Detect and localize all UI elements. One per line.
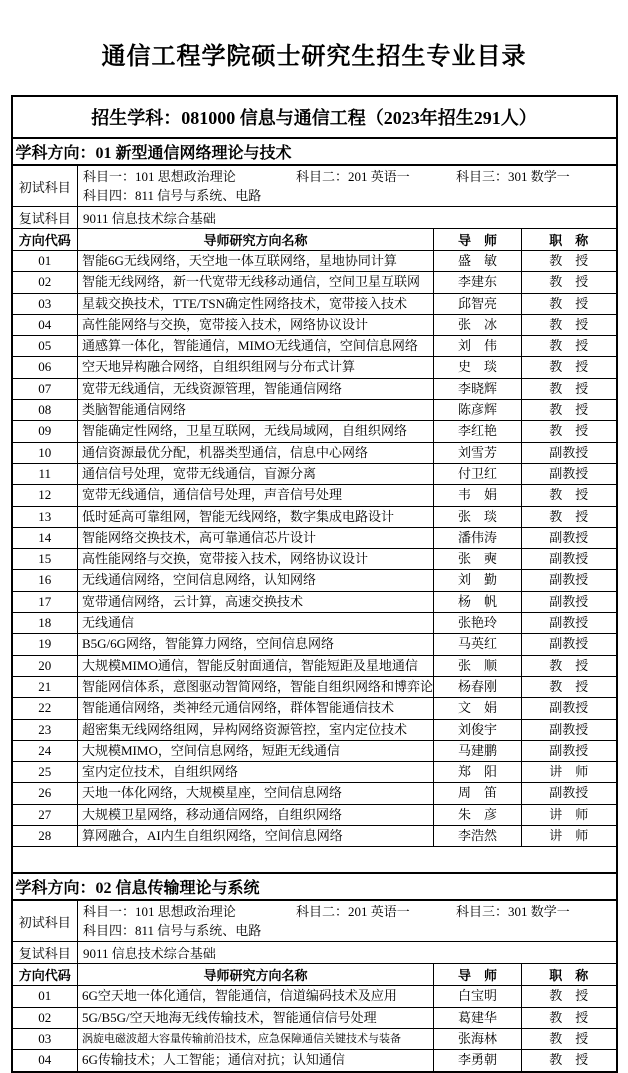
col-header-direction: 导师研究方向名称	[78, 229, 434, 251]
row-research-direction: 星载交换技术，TTE/TSN确定性网络技术，宽带接入技术	[78, 293, 434, 314]
table-row	[12, 740, 617, 761]
row-supervisor: 张 顺	[434, 655, 522, 676]
row-supervisor: 史 琰	[434, 357, 522, 378]
row-professional-title: 教 授	[522, 251, 617, 272]
row-professional-title: 副教授	[522, 591, 617, 612]
table-row	[12, 826, 617, 847]
row-research-direction: 6G空天地一体化通信，智能通信，信道编码技术及应用	[78, 986, 434, 1007]
column-header-row	[12, 964, 617, 986]
row-direction-code: 13	[12, 506, 78, 527]
table-row	[12, 485, 617, 506]
row-professional-title: 讲 师	[522, 804, 617, 825]
row-professional-title: 副教授	[522, 442, 617, 463]
row-research-direction: 通感算一体化，智能通信，MIMO无线通信，空间信息网络	[78, 336, 434, 357]
exam-subject: 科目四：811 信号与系统、电路	[83, 188, 262, 203]
row-professional-title: 教 授	[522, 485, 617, 506]
row-professional-title: 教 授	[522, 1007, 617, 1028]
initial-exam-label: 初试科目	[12, 165, 78, 207]
row-direction-code: 19	[12, 634, 78, 655]
row-supervisor: 李勇朝	[434, 1050, 522, 1072]
row-professional-title: 讲 师	[522, 762, 617, 783]
exam-subject: 科目一：101 思想政治理论	[83, 904, 236, 920]
row-professional-title: 副教授	[522, 613, 617, 634]
row-direction-code: 01	[12, 251, 78, 272]
row-direction-code: 17	[12, 591, 78, 612]
retest-exam-row	[12, 942, 617, 964]
row-supervisor: 盛 敏	[434, 251, 522, 272]
row-professional-title: 副教授	[522, 719, 617, 740]
row-professional-title: 教 授	[522, 378, 617, 399]
row-research-direction: 智能6G无线网络，天空地一体互联网络，星地协同计算	[78, 251, 434, 272]
row-direction-code: 25	[12, 762, 78, 783]
row-supervisor: 周 笛	[434, 783, 522, 804]
table-row	[12, 1007, 617, 1028]
row-professional-title: 教 授	[522, 986, 617, 1007]
col-header-code: 方向代码	[12, 964, 78, 986]
initial-exam-row	[12, 900, 617, 942]
row-professional-title: 教 授	[522, 1050, 617, 1072]
row-direction-code: 21	[12, 676, 78, 697]
exam-subjects-line2	[83, 186, 611, 205]
row-supervisor: 杨春刚	[434, 676, 522, 697]
row-research-direction: 室内定位技术，自组织网络	[78, 762, 434, 783]
row-direction-code: 22	[12, 698, 78, 719]
section-heading-row	[12, 138, 617, 165]
row-research-direction: 宽带无线通信，无线资源管理，智能通信网络	[78, 378, 434, 399]
row-research-direction: 高性能网络与交换，宽带接入技术，网络协议设计	[78, 314, 434, 335]
row-direction-code: 04	[12, 314, 78, 335]
row-research-direction: 空天地异构融合网络，自组织组网与分布式计算	[78, 357, 434, 378]
row-research-direction: 智能网信体系，意图驱动智简网络，智能自组织网络和博弈论	[78, 676, 434, 697]
row-professional-title: 教 授	[522, 293, 617, 314]
row-professional-title: 讲 师	[522, 826, 617, 847]
row-research-direction: 低时延高可靠组网，智能无线网络，数字集成电路设计	[78, 506, 434, 527]
admission-header-row	[12, 96, 617, 138]
row-supervisor: 韦 娟	[434, 485, 522, 506]
table-row	[12, 272, 617, 293]
admission-catalog-table	[11, 95, 618, 1073]
row-professional-title: 教 授	[522, 400, 617, 421]
row-supervisor: 刘 伟	[434, 336, 522, 357]
row-direction-code: 10	[12, 442, 78, 463]
row-supervisor: 刘雪芳	[434, 442, 522, 463]
row-supervisor: 马英红	[434, 634, 522, 655]
table-row	[12, 719, 617, 740]
row-professional-title: 教 授	[522, 272, 617, 293]
row-research-direction: 算网融合，AI内生自组织网络，空间信息网络	[78, 826, 434, 847]
row-professional-title: 副教授	[522, 463, 617, 484]
exam-subjects-line2	[83, 921, 611, 940]
retest-exam-label: 复试科目	[12, 207, 78, 229]
row-professional-title: 教 授	[522, 1028, 617, 1049]
row-supervisor: 张海林	[434, 1028, 522, 1049]
row-research-direction: 通信资源最优分配，机器类型通信，信息中心网络	[78, 442, 434, 463]
table-row	[12, 1050, 617, 1072]
admission-header: 招生学科：081000 信息与通信工程（2023年招生291人）	[12, 96, 617, 138]
table-row	[12, 634, 617, 655]
row-research-direction: 高性能网络与交换，宽带接入技术，网络协议设计	[78, 549, 434, 570]
table-row	[12, 762, 617, 783]
row-professional-title: 副教授	[522, 570, 617, 591]
table-row	[12, 463, 617, 484]
section-spacer	[12, 847, 617, 874]
table-row	[12, 804, 617, 825]
exam-subject: 科目三：301 数学一	[456, 904, 570, 920]
row-direction-code: 03	[12, 293, 78, 314]
row-supervisor: 陈彦辉	[434, 400, 522, 421]
row-supervisor: 李浩然	[434, 826, 522, 847]
section-spacer-row	[12, 847, 617, 874]
col-header-supervisor: 导 师	[434, 229, 522, 251]
row-research-direction: 通信信号处理，宽带无线通信，盲源分离	[78, 463, 434, 484]
row-direction-code: 20	[12, 655, 78, 676]
exam-subject: 科目二：201 英语一	[296, 904, 410, 920]
exam-subject: 科目二：201 英语一	[296, 169, 410, 184]
table-row	[12, 698, 617, 719]
row-supervisor: 朱 彦	[434, 804, 522, 825]
row-direction-code: 04	[12, 1050, 78, 1072]
row-direction-code: 09	[12, 421, 78, 442]
retest-exam-value: 9011 信息技术综合基础	[78, 207, 617, 229]
row-research-direction: 宽带通信网络，云计算，高速交换技术	[78, 591, 434, 612]
row-supervisor: 刘 勤	[434, 570, 522, 591]
initial-exam-subjects	[78, 165, 617, 207]
row-direction-code: 16	[12, 570, 78, 591]
row-research-direction: 智能确定性网络，卫星互联网，无线局域网，自组织网络	[78, 421, 434, 442]
row-direction-code: 15	[12, 549, 78, 570]
table-row	[12, 378, 617, 399]
row-supervisor: 刘俊宇	[434, 719, 522, 740]
table-row	[12, 251, 617, 272]
row-professional-title: 教 授	[522, 421, 617, 442]
section-heading: 学科方向：01 新型通信网络理论与技术	[12, 138, 617, 165]
col-header-supervisor: 导 师	[434, 964, 522, 986]
row-supervisor: 张 琰	[434, 506, 522, 527]
table-row	[12, 783, 617, 804]
row-supervisor: 张 冰	[434, 314, 522, 335]
row-direction-code: 27	[12, 804, 78, 825]
row-direction-code: 06	[12, 357, 78, 378]
row-research-direction: 无线通信网络，空间信息网络，认知网络	[78, 570, 434, 591]
initial-exam-row	[12, 165, 617, 207]
row-professional-title: 副教授	[522, 698, 617, 719]
row-direction-code: 26	[12, 783, 78, 804]
row-professional-title: 副教授	[522, 783, 617, 804]
row-research-direction: 超密集无线网络组网，异构网络资源管控，室内定位技术	[78, 719, 434, 740]
exam-subject: 科目一：101 思想政治理论	[83, 169, 236, 184]
row-research-direction: 天地一体化网络，大规模星座，空间信息网络	[78, 783, 434, 804]
row-supervisor: 张 奭	[434, 549, 522, 570]
row-direction-code: 28	[12, 826, 78, 847]
retest-exam-value: 9011 信息技术综合基础	[78, 942, 617, 964]
initial-exam-subjects	[78, 900, 617, 942]
row-supervisor: 杨 帆	[434, 591, 522, 612]
row-supervisor: 马建鹏	[434, 740, 522, 761]
row-supervisor: 潘伟涛	[434, 527, 522, 548]
initial-exam-label: 初试科目	[12, 900, 78, 942]
row-direction-code: 23	[12, 719, 78, 740]
row-direction-code: 01	[12, 986, 78, 1007]
row-supervisor: 文 娟	[434, 698, 522, 719]
row-research-direction: 涡旋电磁波超大容量传输前沿技术，应急保障通信关键技术与装备	[78, 1028, 434, 1049]
row-research-direction: 智能无线网络，新一代宽带无线移动通信，空间卫星互联网	[78, 272, 434, 293]
table-row	[12, 293, 617, 314]
table-row	[12, 676, 617, 697]
row-supervisor: 李红艳	[434, 421, 522, 442]
row-research-direction: 5G/B5G/空天地海无线传输技术，智能通信信号处理	[78, 1007, 434, 1028]
row-professional-title: 副教授	[522, 527, 617, 548]
table-row	[12, 570, 617, 591]
row-direction-code: 24	[12, 740, 78, 761]
row-professional-title: 教 授	[522, 336, 617, 357]
table-row	[12, 655, 617, 676]
exam-subjects-line1	[83, 902, 611, 921]
row-professional-title: 副教授	[522, 549, 617, 570]
retest-exam-row	[12, 207, 617, 229]
row-direction-code: 11	[12, 463, 78, 484]
table-row	[12, 527, 617, 548]
row-research-direction: 智能通信网络，类神经元通信网络，群体智能通信技术	[78, 698, 434, 719]
row-research-direction: 智能网络交换技术，高可靠通信芯片设计	[78, 527, 434, 548]
row-research-direction: 大规模MIMO，空间信息网络，短距无线通信	[78, 740, 434, 761]
table-row	[12, 400, 617, 421]
row-direction-code: 02	[12, 1007, 78, 1028]
row-professional-title: 教 授	[522, 506, 617, 527]
table-row	[12, 1028, 617, 1049]
row-professional-title: 教 授	[522, 314, 617, 335]
row-research-direction: 大规模MIMO通信，智能反射面通信，智能短距及星地通信	[78, 655, 434, 676]
row-direction-code: 05	[12, 336, 78, 357]
table-row	[12, 986, 617, 1007]
row-direction-code: 03	[12, 1028, 78, 1049]
row-direction-code: 18	[12, 613, 78, 634]
row-direction-code: 14	[12, 527, 78, 548]
table-row	[12, 591, 617, 612]
section-heading: 学科方向：02 信息传输理论与系统	[12, 873, 617, 900]
exam-subject: 科目三：301 数学一	[456, 169, 570, 184]
row-research-direction: 无线通信	[78, 613, 434, 634]
row-research-direction: 6G传输技术；人工智能；通信对抗；认知通信	[78, 1050, 434, 1072]
row-direction-code: 02	[12, 272, 78, 293]
row-supervisor: 张艳玲	[434, 613, 522, 634]
row-research-direction: 宽带无线通信，通信信号处理，声音信号处理	[78, 485, 434, 506]
table-row	[12, 314, 617, 335]
section-heading-row	[12, 873, 617, 900]
table-row	[12, 442, 617, 463]
table-row	[12, 506, 617, 527]
col-header-title: 职 称	[522, 229, 617, 251]
row-supervisor: 李晓辉	[434, 378, 522, 399]
column-header-row	[12, 229, 617, 251]
table-row	[12, 613, 617, 634]
col-header-direction: 导师研究方向名称	[78, 964, 434, 986]
table-row	[12, 549, 617, 570]
row-professional-title: 副教授	[522, 634, 617, 655]
row-direction-code: 07	[12, 378, 78, 399]
table-row	[12, 421, 617, 442]
row-supervisor: 葛建华	[434, 1007, 522, 1028]
row-supervisor: 付卫红	[434, 463, 522, 484]
retest-exam-label: 复试科目	[12, 942, 78, 964]
row-professional-title: 教 授	[522, 655, 617, 676]
row-professional-title: 副教授	[522, 740, 617, 761]
col-header-code: 方向代码	[12, 229, 78, 251]
row-research-direction: 大规模卫星网络，移动通信网络，自组织网络	[78, 804, 434, 825]
table-row	[12, 336, 617, 357]
row-supervisor: 白宝明	[434, 986, 522, 1007]
row-supervisor: 李建东	[434, 272, 522, 293]
table-row	[12, 357, 617, 378]
row-direction-code: 12	[12, 485, 78, 506]
row-supervisor: 郑 阳	[434, 762, 522, 783]
row-research-direction: B5G/6G网络，智能算力网络，空间信息网络	[78, 634, 434, 655]
exam-subjects-line1	[83, 167, 611, 186]
row-research-direction: 类脑智能通信网络	[78, 400, 434, 421]
row-direction-code: 08	[12, 400, 78, 421]
row-supervisor: 邱智亮	[434, 293, 522, 314]
exam-subject: 科目四：811 信号与系统、电路	[83, 923, 262, 939]
col-header-title: 职 称	[522, 964, 617, 986]
row-professional-title: 教 授	[522, 357, 617, 378]
row-professional-title: 教 授	[522, 676, 617, 697]
page-title: 通信工程学院硕士研究生招生专业目录	[101, 44, 527, 70]
